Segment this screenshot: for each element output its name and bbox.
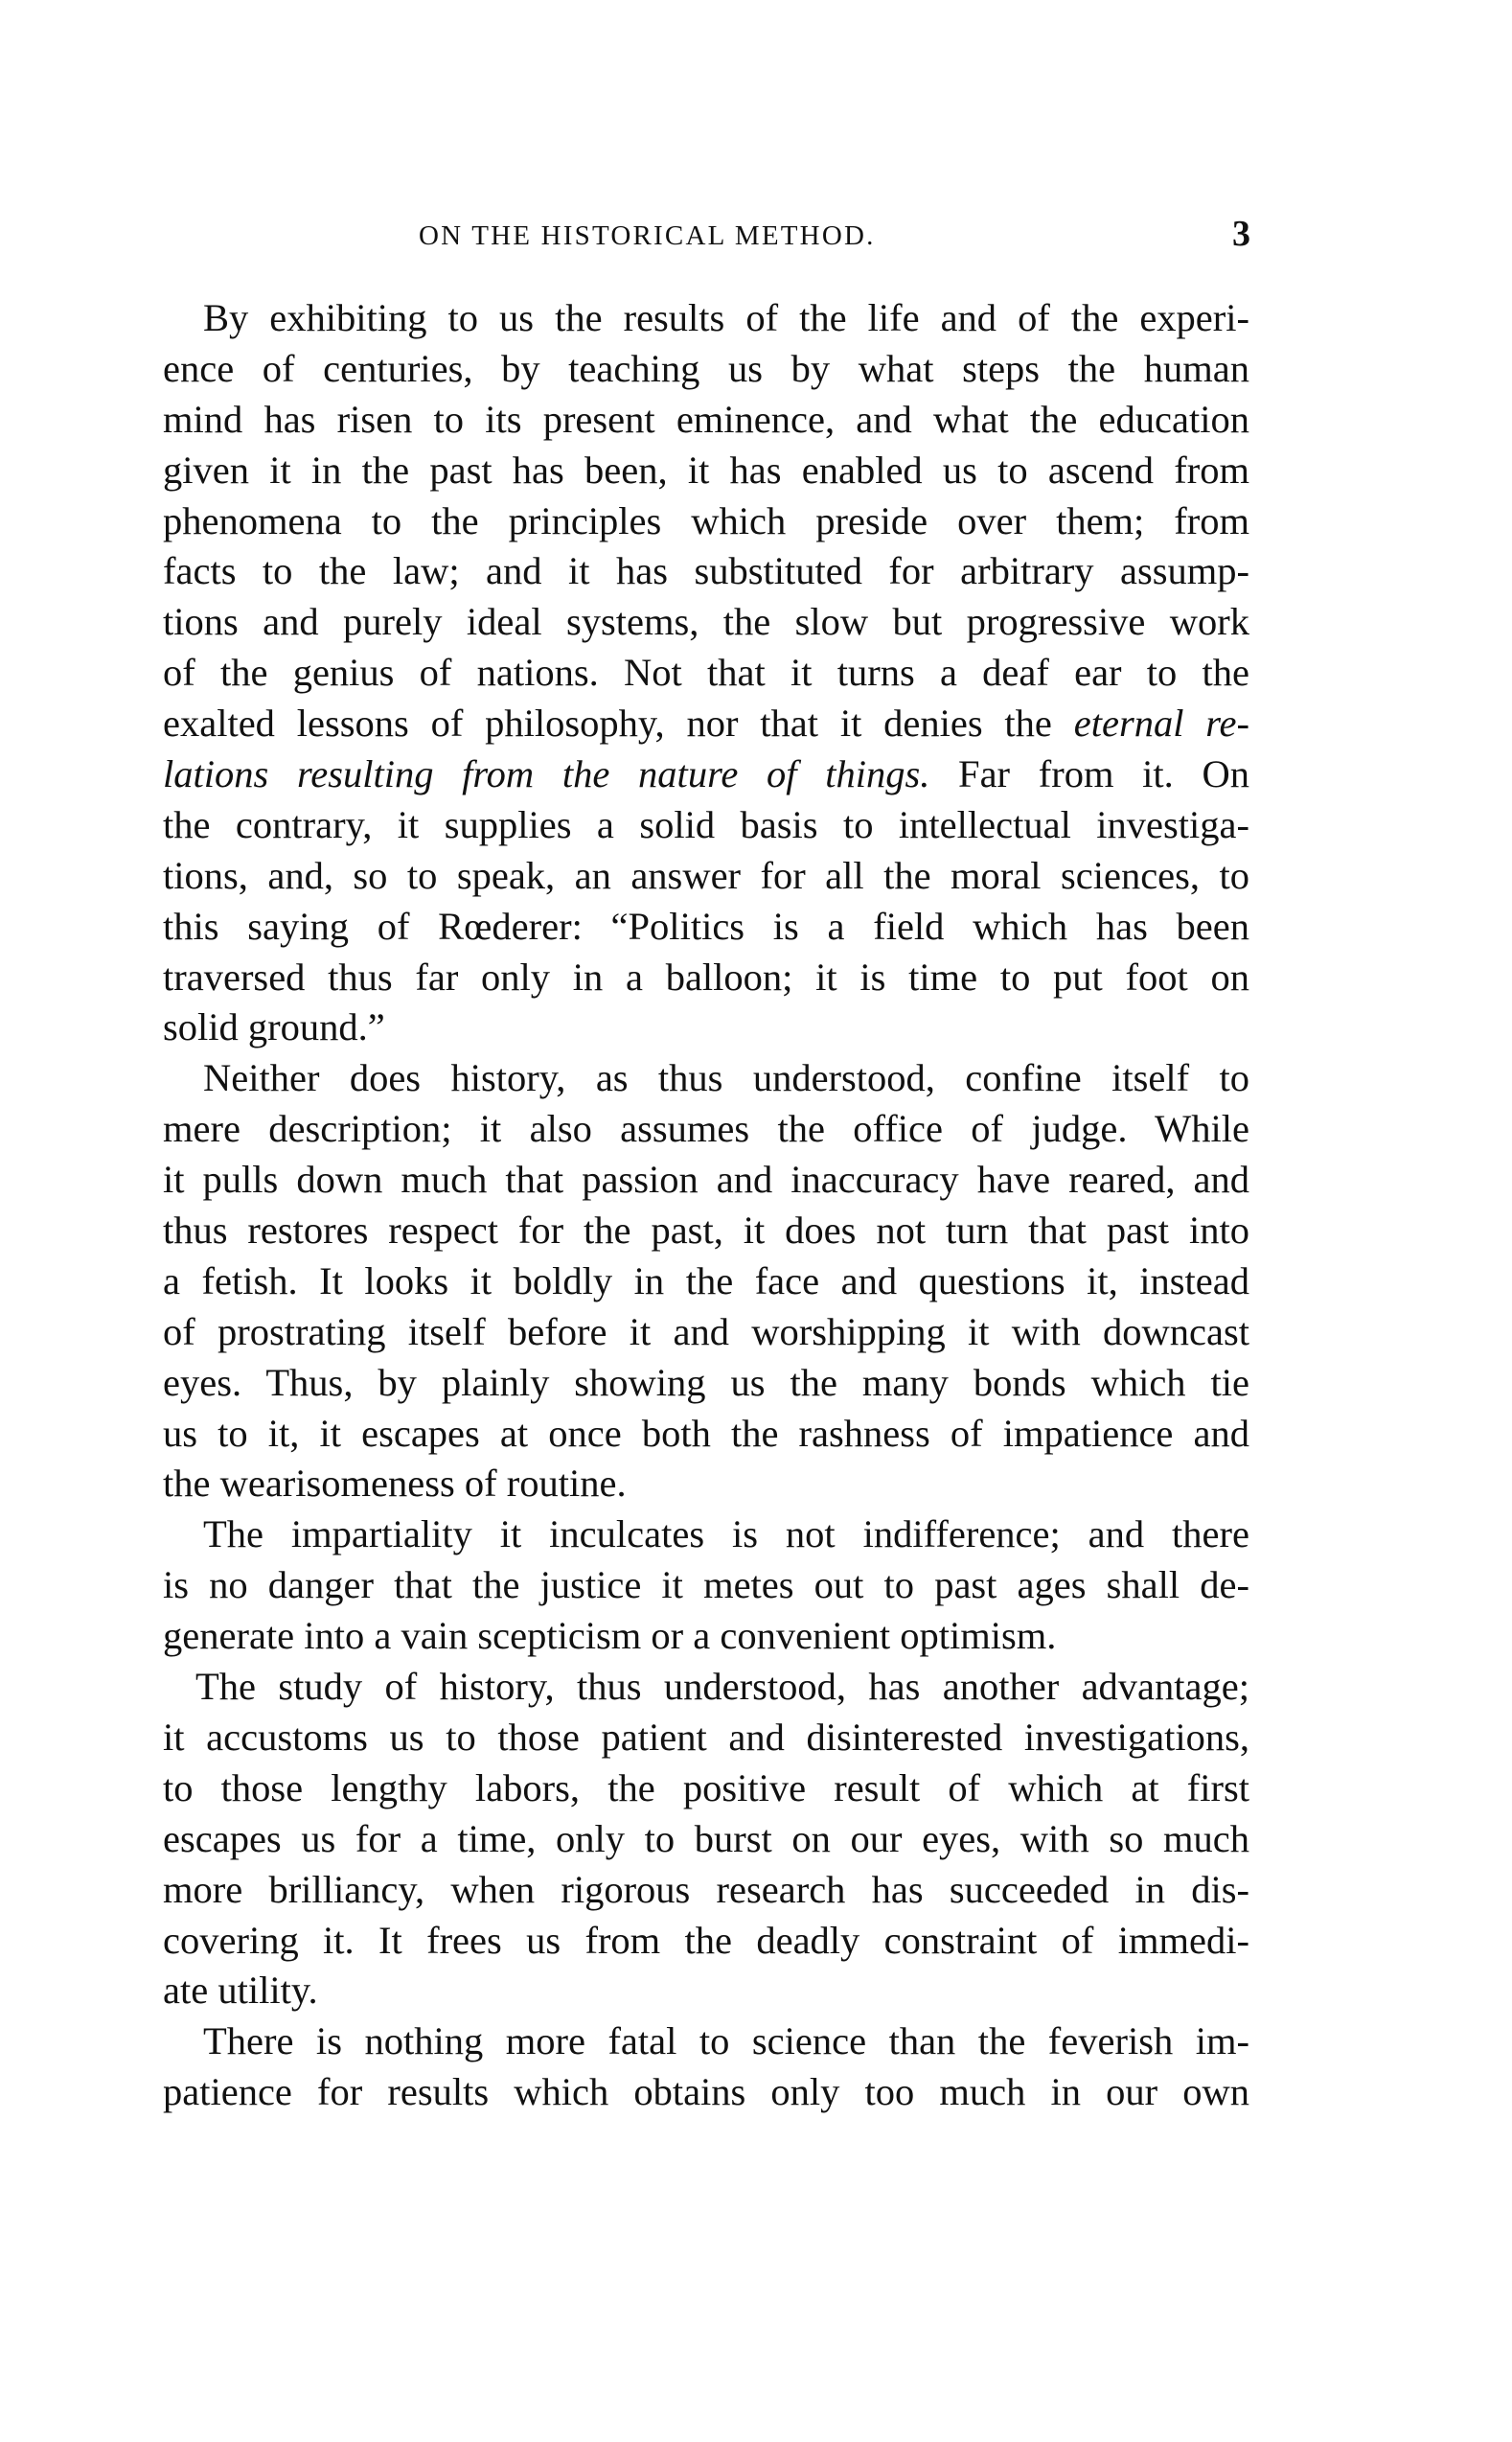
text-line: of the genius of nations. Not that it turns a deaf ear to the — [163, 651, 1249, 695]
text-line: facts to the law; and it has substituted for arbitrary assump- — [163, 549, 1249, 593]
body-text — [163, 293, 1249, 2118]
text-line: thus restores respect for the past, it does not turn that past into — [163, 1209, 1249, 1253]
text-line: it accustoms us to those patient and disinterested investigations, — [163, 1715, 1249, 1759]
text-line: The study of history, thus understood, has another advantage; — [195, 1665, 1249, 1709]
text-line: the contrary, it supplies a solid basis to intellectual investiga- — [163, 802, 1249, 846]
text-line — [163, 699, 1249, 749]
text-line: eyes. Thus, by plainly showing us the many bonds which tie — [163, 1360, 1249, 1404]
text-line: The impartiality it inculcates is not indifference; and there — [203, 1512, 1249, 1556]
page-number: 3 — [1232, 214, 1250, 254]
italic-phrase: eternal re- — [1073, 702, 1249, 746]
text-line: mere description; it also assumes the office of judge. While — [163, 1107, 1249, 1151]
text-line: us to it, it escapes at once both the rashness of impatience and — [163, 1411, 1249, 1455]
text-line: of prostrating itself before it and worshipping it with downcast — [163, 1309, 1249, 1353]
text-line: it pulls down much that passion and inaccuracy have reared, and — [163, 1158, 1249, 1202]
text-line: generate into a vain scepticism or a convenient optimism. — [163, 1614, 1057, 1658]
text-line: to those lengthy labors, the positive result of which at first — [163, 1765, 1249, 1809]
text-line: ate utility. — [163, 1969, 318, 2013]
running-head: ON THE HISTORICAL METHOD. — [419, 220, 876, 251]
text-line: Neither does history, as thus understood, confine itself to — [203, 1056, 1249, 1100]
text-line: a fetish. It looks it boldly in the face and questions it, instead — [163, 1258, 1249, 1302]
text-line: solid ground.” — [163, 1005, 385, 1049]
text-line — [163, 749, 1249, 800]
text-line: phenomena to the principles which preside over them; from — [163, 498, 1249, 542]
text-segment: exalted lessons of philosophy, nor that it denies the — [163, 702, 1052, 746]
italic-phrase: lations resulting from the nature of things. — [163, 752, 930, 796]
text-segment: Far from it. On — [958, 752, 1249, 796]
text-line: ence of centuries, by teaching us by what steps the human — [163, 346, 1249, 390]
paragraph-4 — [163, 1662, 1249, 2016]
text-line: By exhibiting to us the results of the life and of the experi- — [203, 296, 1249, 339]
paragraph-5 — [163, 2016, 1249, 2118]
text-line: is no danger that the justice it metes out to past ages shall de- — [163, 1563, 1249, 1607]
paragraph-3 — [163, 1509, 1249, 1662]
text-line: given it in the past has been, it has enabled us to ascend from — [163, 448, 1249, 492]
text-line: covering it. It frees us from the deadly constraint of immedi- — [163, 1918, 1249, 1962]
text-line: There is nothing more fatal to science than the feverish im- — [203, 2019, 1249, 2063]
text-line: patience for results which obtains only too much in our own — [163, 2070, 1249, 2114]
text-line: more brilliancy, when rigorous research has succeeded in dis- — [163, 1867, 1249, 1911]
text-line: this saying of Rœderer: “Politics is a field which has been — [163, 904, 1249, 948]
paragraph-2 — [163, 1053, 1249, 1509]
text-line: the wearisomeness of routine. — [163, 1462, 627, 1506]
text-line: mind has risen to its present eminence, and what the education — [163, 397, 1249, 441]
text-line: traversed thus far only in a balloon; it is time to put foot on — [163, 955, 1249, 999]
text-line: tions, and, so to speak, an answer for all the moral sciences, to — [163, 853, 1249, 897]
paragraph-1 — [163, 293, 1249, 1053]
text-line: escapes us for a time, only to burst on our eyes, with so much — [163, 1816, 1249, 1860]
text-line: tions and purely ideal systems, the slow but progressive work — [163, 600, 1249, 644]
